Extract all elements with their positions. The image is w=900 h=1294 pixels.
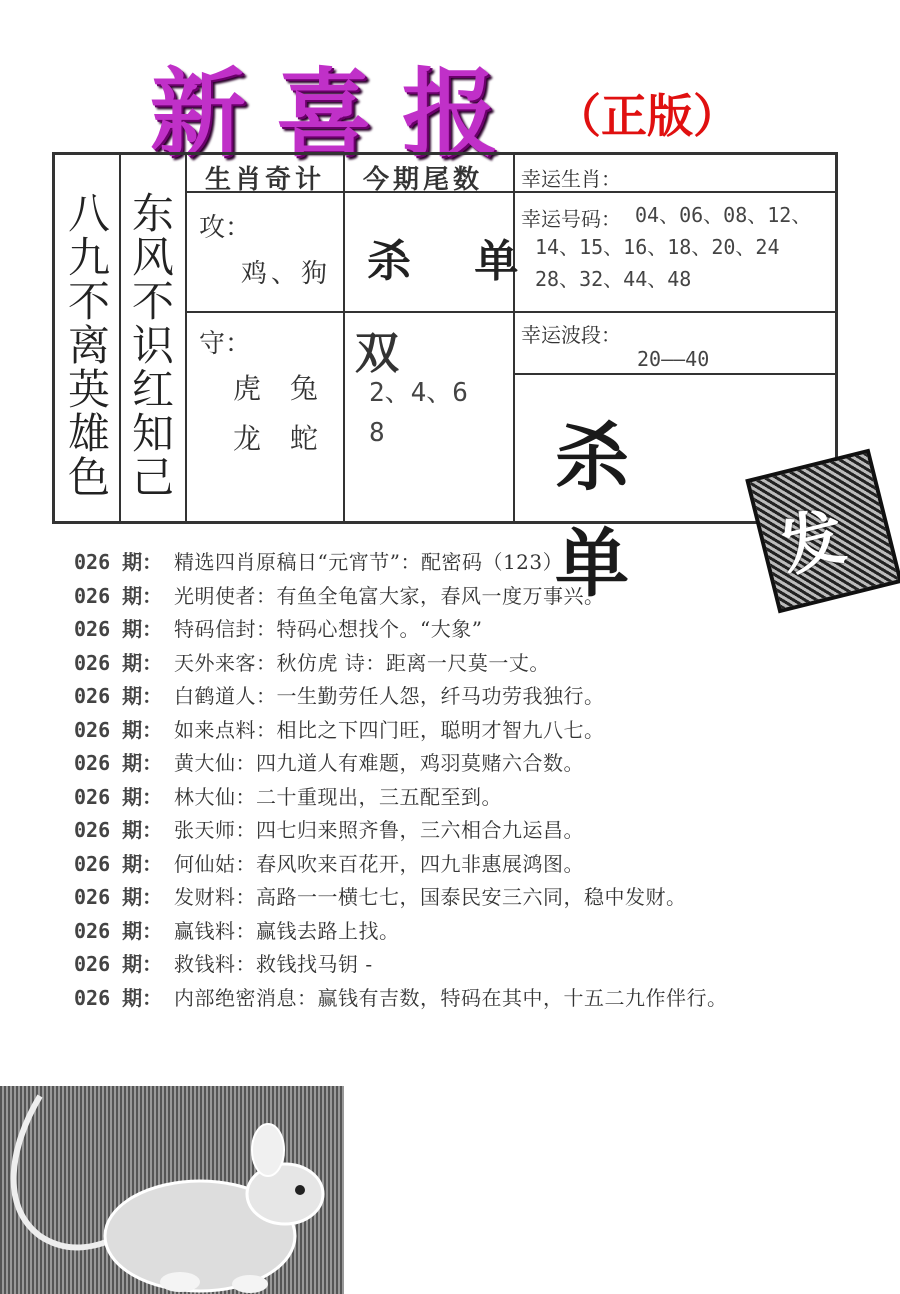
list-item: [74, 544, 854, 578]
issue-number: 026 期：: [74, 550, 163, 575]
page-title: 新喜报: [150, 58, 528, 170]
issue-number: 026 期：: [74, 784, 163, 809]
list-item: [74, 846, 854, 880]
mouse-image: [0, 1086, 344, 1294]
list-item: [74, 611, 854, 645]
issue-number: 026 期：: [74, 617, 163, 642]
zodiac-header: 生肖奇计: [205, 165, 326, 195]
item-text: 内部绝密消息：赢钱有吉数，特码在其中，十五二九作伴行。: [174, 985, 728, 1010]
lucky-range-value: 20——40: [637, 347, 710, 371]
defend-label: 守：: [199, 329, 252, 359]
issue-number: 026 期：: [74, 717, 163, 742]
list-item: [74, 879, 854, 913]
list-item: [74, 578, 854, 612]
issue-number: 026 期：: [74, 818, 163, 843]
lucky-zodiac-label: 幸运生肖：: [521, 167, 621, 191]
issue-number: 026 期：: [74, 985, 163, 1010]
item-text: 赢钱料：赢钱去路上找。: [174, 918, 400, 943]
divider: [185, 155, 187, 521]
divider: [119, 155, 121, 521]
item-text: 特码信封：特码心想找个。“大象”: [174, 617, 483, 642]
defend-line2: 龙 蛇: [233, 422, 328, 455]
issue-number: 026 期：: [74, 851, 163, 876]
issue-number: 026 期：: [74, 918, 163, 943]
kill-single-big: 杀 单: [555, 415, 689, 607]
attack-values: 鸡、狗: [241, 259, 332, 289]
tail-numbers-line2: 8: [369, 418, 385, 448]
lucky-numbers-line2: 14、15、16、18、20、24: [535, 235, 780, 259]
divider: [185, 311, 838, 313]
lucky-range-label: 幸运波段：: [521, 323, 621, 347]
edition-label: （正版）: [555, 89, 739, 143]
list-item: [74, 812, 854, 846]
issue-number: 026 期：: [74, 885, 163, 910]
item-text: 如来点料：相比之下四门旺，聪明才智九八七。: [174, 717, 605, 742]
poem-column-1: 八九不离英雄色: [62, 191, 111, 499]
issue-number: 026 期：: [74, 684, 163, 709]
list-item: [74, 678, 854, 712]
defend-line1: 虎 兔: [233, 372, 328, 405]
list-item: [74, 913, 854, 947]
divider: [513, 155, 515, 521]
list-item: [74, 745, 854, 779]
item-text: 张天师：四七归来照齐鲁，三六相合九运昌。: [174, 818, 584, 843]
list-item: [74, 779, 854, 813]
lucky-numbers-line1: 04、06、08、12、: [635, 203, 812, 227]
tail-numbers-line1: 2、4、6: [369, 378, 468, 408]
issue-number: 026 期：: [74, 751, 163, 776]
issue-number: 026 期：: [74, 583, 163, 608]
poem-column-2: 东风不识红知己: [126, 191, 175, 499]
list-item: [74, 980, 854, 1014]
seal-char: 发: [772, 498, 853, 587]
item-text: 黄大仙：四九道人有难题，鸡羽莫赌六合数。: [174, 751, 584, 776]
list-item: [74, 712, 854, 746]
item-text: 发财料：高路一一横七七，国泰民安三六同，稳中发财。: [174, 885, 687, 910]
list-item: [74, 645, 854, 679]
item-text: 救钱料：救钱找马钥 -: [174, 952, 373, 977]
item-text: 精选四肖原稿日“元宵节”：配密码（123）: [174, 550, 564, 575]
divider: [343, 155, 345, 521]
issue-number: 026 期：: [74, 650, 163, 675]
list-item: [74, 946, 854, 980]
item-text: 何仙姑：春风吹来百花开，四九非惠展鸿图。: [174, 851, 584, 876]
lucky-numbers-label: 幸运号码：: [521, 207, 621, 231]
attack-label: 攻：: [199, 213, 252, 243]
issue-number: 026 期：: [74, 952, 163, 977]
double-label: 双: [355, 328, 399, 379]
mouse-illustration: [0, 1086, 344, 1294]
kill-single-mid: 杀 单: [367, 236, 543, 287]
masthead: [140, 38, 760, 170]
item-text: 天外来客：秋仿虎 诗：距离一尺莫一丈。: [174, 650, 550, 675]
prediction-list: [74, 544, 854, 1013]
item-text: 白鹤道人：一生勤劳任人怨，纤马功劳我独行。: [174, 684, 605, 709]
lucky-numbers-line3: 28、32、44、48: [535, 267, 692, 291]
item-text: 光明使者：有鱼全龟富大家，春风一度万事兴。: [174, 583, 605, 608]
item-text: 林大仙：二十重现出，三五配至到。: [174, 784, 502, 809]
tail-header: 今期尾数: [363, 165, 484, 195]
